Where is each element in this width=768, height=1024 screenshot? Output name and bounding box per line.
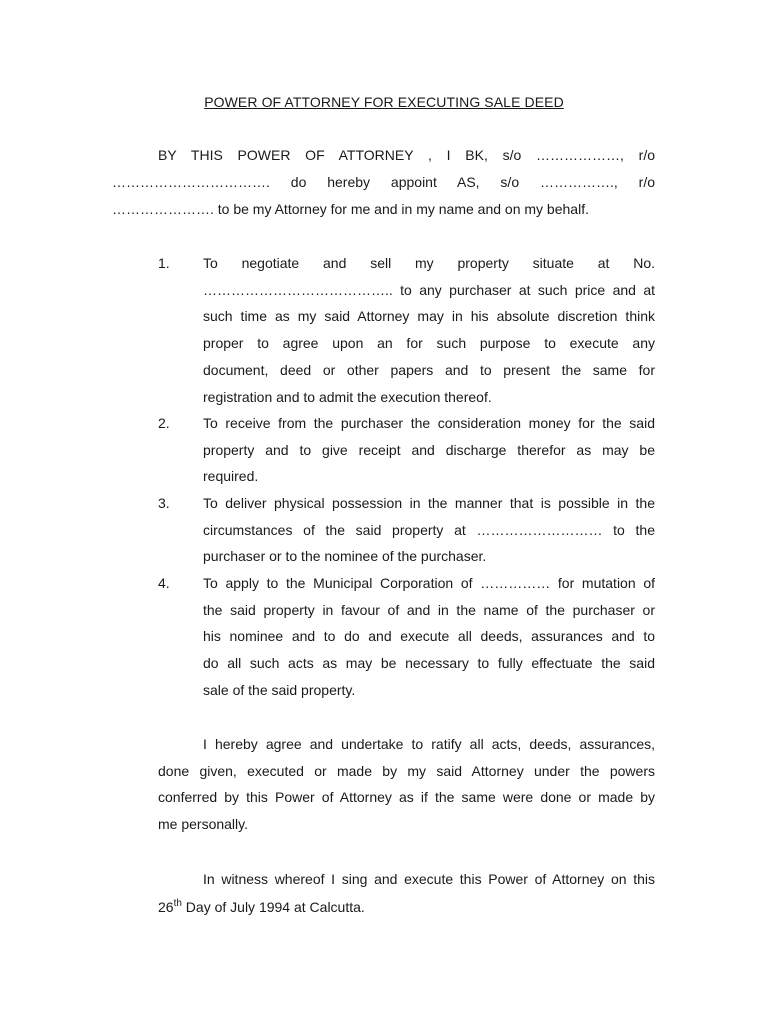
clause-number: 4. <box>158 575 170 591</box>
clause-line: To receive from the purchaser the consideration money for the said <box>203 415 655 431</box>
clause-line: circumstances of the said property at ……………………… to the <box>203 521 655 538</box>
intro-line: ……………………………. do hereby appoint AS, s/o ……………., r/o <box>112 174 655 190</box>
clause-line: such time as my said Attorney may in his absolute discretion think <box>203 308 655 325</box>
intro-paragraph <box>112 142 655 223</box>
clause-line: To deliver physical possession in the manner that is possible in the <box>203 495 655 511</box>
clause-line: the said property in favour of and in the name of the purchaser or <box>203 601 655 618</box>
witness-date-line <box>158 893 655 921</box>
clause-line: sale of the said property. <box>203 681 356 698</box>
clause-body <box>203 490 655 570</box>
intro-line: BY THIS POWER OF ATTORNEY , I BK, s/o ………………, r/o <box>158 147 655 163</box>
clause-body <box>203 570 655 704</box>
clause-item-1 <box>158 250 655 410</box>
clause-line: property and to give receipt and discharge therefor as may be <box>203 441 655 458</box>
clause-item-4 <box>158 570 655 704</box>
ratify-line: me personally. <box>158 816 249 833</box>
clause-body <box>203 410 655 490</box>
clause-number: 3. <box>158 495 170 511</box>
clause-body <box>203 250 655 410</box>
clause-line: purchaser or to the nominee of the purchaser. <box>203 548 487 565</box>
clause-line: ………………………………….. to any purchaser at such price and at <box>203 281 655 298</box>
clause-line: required. <box>203 468 259 485</box>
clause-line: To negotiate and sell my property situate at No. <box>203 255 655 271</box>
clause-line: his nominee and to do and execute all deeds, assurances and to <box>203 628 655 645</box>
clause-number: 2. <box>158 415 170 431</box>
ratify-paragraph <box>158 731 655 838</box>
witness-date-rest: Day of July 1994 at Calcutta. <box>181 899 365 915</box>
clause-line: To apply to the Municipal Corporation of …………… for mutation of <box>203 575 655 591</box>
clause-line: do all such acts as may be necessary to fully effectuate the said <box>203 655 655 672</box>
clause-line: registration and to admit the execution thereof. <box>203 388 492 405</box>
ratify-line: conferred by this Power of Attorney as if the same were done or made by <box>158 789 655 806</box>
ratify-line: I hereby agree and undertake to ratify all acts, deeds, assurances, <box>203 736 655 752</box>
clause-line: proper to agree upon an for such purpose to execute any <box>203 335 655 352</box>
witness-line: In witness whereof I sing and execute this Power of Attorney on this <box>203 871 655 887</box>
ratify-line: done given, executed or made by my said Attorney under the powers <box>158 762 655 779</box>
document-title: POWER OF ATTORNEY FOR EXECUTING SALE DEED <box>204 94 564 110</box>
intro-line: …………………. to be my Attorney for me and in my name and on my behalf. <box>112 201 589 217</box>
clause-item-2 <box>158 410 655 490</box>
clause-number: 1. <box>158 255 170 271</box>
witness-day-suffix: th <box>173 898 182 909</box>
witness-day: 26 <box>158 899 174 915</box>
clause-item-3 <box>158 490 655 570</box>
clause-line: document, deed or other papers and to present the same for <box>203 361 655 378</box>
witness-paragraph <box>158 865 655 921</box>
